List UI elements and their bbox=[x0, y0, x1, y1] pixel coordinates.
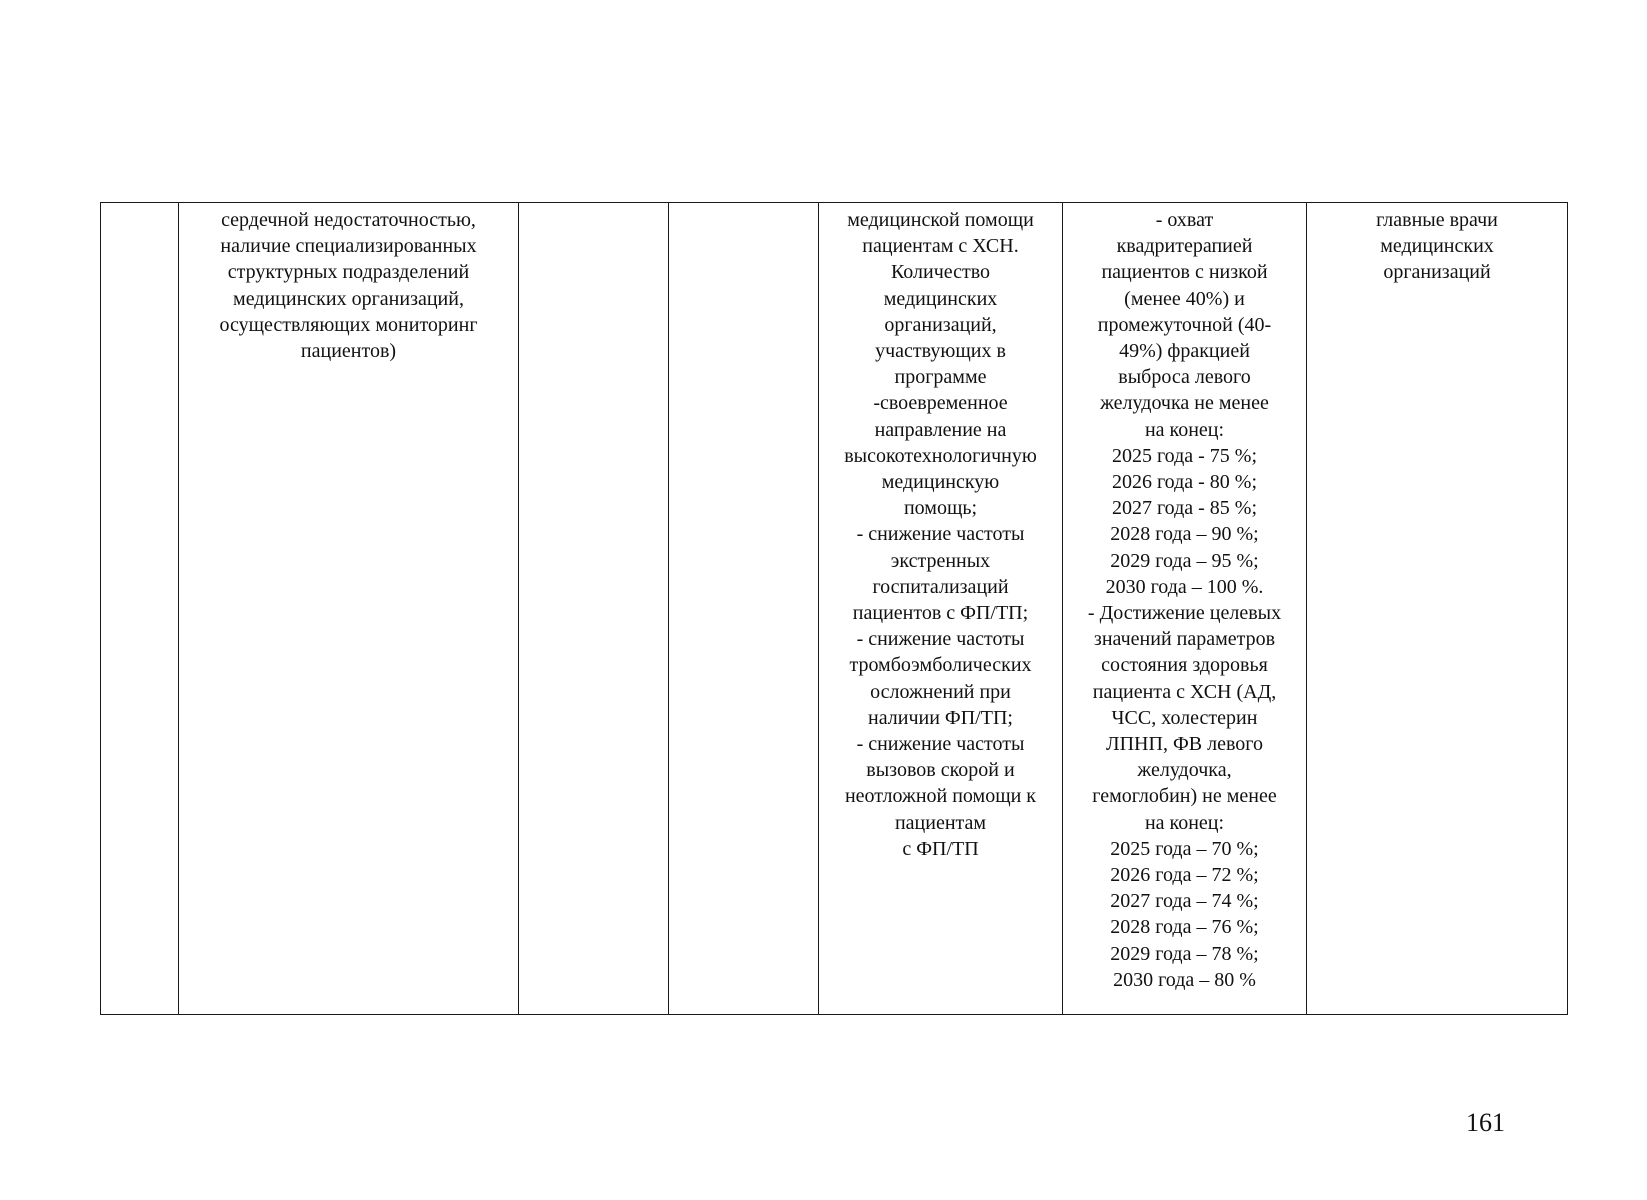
cell-text-line: медицинских bbox=[883, 287, 998, 310]
cell-text-line: 2028 года – 76 %; bbox=[1110, 916, 1259, 939]
cell-text-line: 2030 года – 80 % bbox=[1113, 968, 1256, 991]
cell-text-line: тромбоэмболических bbox=[849, 654, 1032, 677]
cell-text-line: наличие специализированных bbox=[220, 235, 477, 258]
cell-text-line: 2026 года – 72 %; bbox=[1110, 864, 1259, 887]
cell-text-line: медицинскую bbox=[881, 471, 1000, 494]
cell-text-line: вызовов скорой и bbox=[866, 759, 1015, 782]
cell-text-line: пациентам с ХСН. bbox=[862, 235, 1019, 258]
table-cell-measures bbox=[819, 203, 1063, 1015]
cell-text-line: медицинской помощи bbox=[847, 209, 1034, 231]
cell-text-line: 2028 года – 90 %; bbox=[1110, 523, 1259, 546]
cell-text-line: осуществляющих мониторинг bbox=[219, 313, 478, 336]
cell-text-line: 2027 года - 85 %; bbox=[1111, 497, 1258, 520]
cell-text-line: (менее 40%) и bbox=[1124, 287, 1245, 310]
cell-text-line: -своевременное bbox=[873, 392, 1008, 415]
cell-text-line: на конец: bbox=[1144, 811, 1225, 834]
cell-text-line: пациентам bbox=[894, 811, 987, 834]
cell-text-line: 2029 года – 95 %; bbox=[1110, 549, 1259, 572]
cell-text-line: участвующих в bbox=[875, 340, 1006, 363]
cell-text-line: помощь; bbox=[903, 497, 978, 520]
cell-text-line: ЛПНП, ФВ левого bbox=[1106, 733, 1263, 756]
cell-text-line: - снижение частоты bbox=[856, 523, 1025, 546]
table-row bbox=[101, 203, 1568, 1015]
cell-text-line: направление на bbox=[874, 418, 1007, 441]
cell-text-line: пациентов с ФП/ТП; bbox=[852, 602, 1029, 625]
cell-text-line: выброса левого bbox=[1118, 366, 1251, 389]
cell-text-line: состояния здоровья bbox=[1101, 654, 1268, 677]
page-number: 161 bbox=[1466, 1108, 1505, 1137]
cell-text-line: желудочка, bbox=[1137, 759, 1232, 782]
table-cell-responsible bbox=[1307, 203, 1568, 1015]
cell-text-line: квадритерапией bbox=[1116, 235, 1253, 258]
cell-text-line: 2027 года – 74 %; bbox=[1110, 890, 1259, 913]
cell-text-line: пациентов с низкой bbox=[1101, 261, 1268, 284]
cell-text-line: Количество bbox=[890, 261, 991, 284]
table-cell-indicators bbox=[1063, 203, 1307, 1015]
cell-text-line: 2030 года – 100 %. bbox=[1105, 575, 1264, 598]
cell-text-line: пациента с ХСН (АД, bbox=[1092, 680, 1277, 703]
cell-text-line: промежуточной (40- bbox=[1097, 313, 1272, 336]
cell-text-line: значений параметров bbox=[1093, 628, 1276, 651]
cell-text-line: ЧСС, холестерин bbox=[1111, 706, 1258, 729]
cell-text-line: желудочка не менее bbox=[1100, 392, 1269, 415]
cell-text-line: высокотехнологичную bbox=[844, 444, 1037, 467]
cell-text-line: 2029 года – 78 %; bbox=[1110, 942, 1259, 965]
cell-text-line: - снижение частоты bbox=[856, 628, 1025, 651]
cell-text-line: структурных подразделений bbox=[227, 261, 470, 284]
cell-text-line: - снижение частоты bbox=[856, 733, 1025, 756]
cell-text-line: осложнений при bbox=[870, 680, 1011, 703]
cell-text-line: сердечной недостаточностью, bbox=[221, 209, 476, 231]
cell-text-line: главные врачи bbox=[1376, 209, 1498, 231]
cell-text-line: медицинских bbox=[1380, 235, 1494, 258]
cell-text-line: на конец: bbox=[1144, 418, 1225, 441]
table-cell-number bbox=[101, 203, 179, 1015]
cell-text-line: пациентов) bbox=[300, 340, 397, 363]
cell-text-line: организаций, bbox=[884, 313, 997, 336]
table-cell-description bbox=[179, 203, 519, 1015]
cell-text-line: экстренных bbox=[890, 549, 991, 572]
cell-text-line: - Достижение целевых bbox=[1087, 602, 1282, 625]
cell-text-line: организаций bbox=[1383, 261, 1491, 284]
cell-text-line: 2026 года - 80 %; bbox=[1111, 471, 1258, 494]
document-table bbox=[100, 202, 1568, 1015]
cell-text-line: программе bbox=[894, 366, 987, 389]
cell-text-line: наличии ФП/ТП; bbox=[868, 706, 1013, 729]
cell-text-line: 2025 года - 75 %; bbox=[1111, 444, 1258, 467]
cell-text-line: гемоглобин) не менее bbox=[1092, 785, 1277, 808]
table-cell-empty-3 bbox=[519, 203, 669, 1015]
table-cell-empty-4 bbox=[669, 203, 819, 1015]
cell-text-line: медицинских организаций, bbox=[233, 287, 464, 310]
cell-text-line: неотложной помощи к bbox=[844, 785, 1037, 808]
cell-text-line: - охват bbox=[1155, 209, 1214, 231]
cell-text-line: с ФП/ТП bbox=[902, 837, 979, 860]
cell-text-line: 2025 года – 70 %; bbox=[1110, 837, 1259, 860]
cell-text-line: госпитализаций bbox=[872, 575, 1009, 598]
cell-text-line: 49%) фракцией bbox=[1119, 340, 1250, 363]
